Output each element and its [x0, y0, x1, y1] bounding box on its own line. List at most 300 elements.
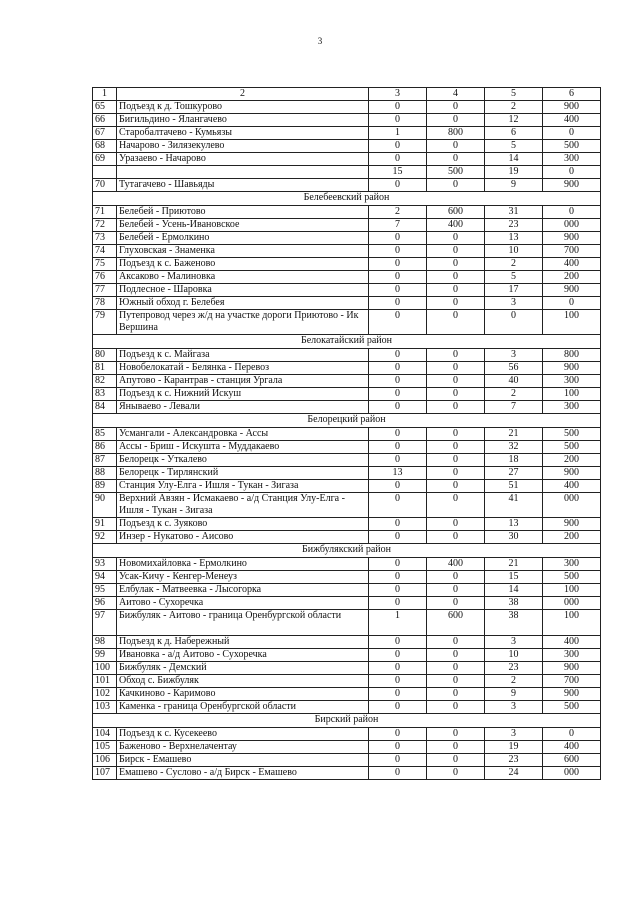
district-section-row [93, 544, 601, 558]
table-row [93, 101, 601, 114]
value-cell-4: 0 [427, 728, 485, 741]
table-row [93, 114, 601, 127]
road-name-cell: Тутагачево - Шавьяды [117, 179, 369, 192]
value-cell-6: 800 [543, 349, 601, 362]
row-number-cell: 87 [93, 454, 117, 467]
road-name-cell: Усак-Кичу - Кенгер-Менеуз [117, 571, 369, 584]
value-cell-3: 0 [369, 428, 427, 441]
value-cell-6: 0 [543, 728, 601, 741]
road-name-cell: Бижбуляк - Аитово - граница Оренбургской области [117, 610, 369, 636]
table-row [93, 166, 601, 179]
value-cell-4: 0 [427, 675, 485, 688]
value-cell-3: 0 [369, 153, 427, 166]
district-title: Белебеевский район [93, 192, 601, 206]
road-name-cell: Белебей - Усень-Ивановское [117, 219, 369, 232]
value-cell-6: 100 [543, 610, 601, 636]
roads-table [92, 87, 601, 780]
district-title: Бижбулякский район [93, 544, 601, 558]
row-number-cell: 78 [93, 297, 117, 310]
table-row [93, 441, 601, 454]
value-cell-5: 38 [485, 610, 543, 636]
value-cell-6: 900 [543, 101, 601, 114]
table-row [93, 754, 601, 767]
value-cell-4: 0 [427, 493, 485, 518]
table-row [93, 219, 601, 232]
value-cell-3: 0 [369, 245, 427, 258]
value-cell-3: 0 [369, 675, 427, 688]
row-number-cell: 82 [93, 375, 117, 388]
table-row [93, 179, 601, 192]
value-cell-6: 900 [543, 362, 601, 375]
value-cell-6: 900 [543, 518, 601, 531]
road-name-cell: Новобелокатай - Белянка - Перевоз [117, 362, 369, 375]
table-row [93, 662, 601, 675]
value-cell-4: 0 [427, 518, 485, 531]
row-number-cell: 96 [93, 597, 117, 610]
value-cell-4: 0 [427, 428, 485, 441]
value-cell-6: 500 [543, 701, 601, 714]
value-cell-4: 0 [427, 688, 485, 701]
value-cell-4: 0 [427, 662, 485, 675]
value-cell-3: 0 [369, 441, 427, 454]
value-cell-5: 6 [485, 127, 543, 140]
value-cell-5: 56 [485, 362, 543, 375]
row-number-cell: 99 [93, 649, 117, 662]
value-cell-5: 21 [485, 428, 543, 441]
value-cell-3: 0 [369, 649, 427, 662]
table-row [93, 388, 601, 401]
table-row [93, 271, 601, 284]
value-cell-3: 0 [369, 375, 427, 388]
value-cell-6: 900 [543, 688, 601, 701]
table-row [93, 401, 601, 414]
value-cell-6: 900 [543, 232, 601, 245]
value-cell-6: 500 [543, 140, 601, 153]
value-cell-3: 2 [369, 206, 427, 219]
value-cell-5: 14 [485, 153, 543, 166]
value-cell-6: 100 [543, 310, 601, 335]
value-cell-4: 0 [427, 649, 485, 662]
value-cell-5: 7 [485, 401, 543, 414]
value-cell-6: 900 [543, 662, 601, 675]
value-cell-3: 0 [369, 401, 427, 414]
row-number-cell: 65 [93, 101, 117, 114]
value-cell-4: 0 [427, 114, 485, 127]
table-row [93, 558, 601, 571]
value-cell-5: 2 [485, 388, 543, 401]
page-number: 3 [317, 36, 323, 46]
value-cell-3: 0 [369, 701, 427, 714]
table-row [93, 597, 601, 610]
value-cell-6: 500 [543, 441, 601, 454]
value-cell-5: 38 [485, 597, 543, 610]
value-cell-5: 17 [485, 284, 543, 297]
value-cell-6: 900 [543, 179, 601, 192]
value-cell-4: 0 [427, 454, 485, 467]
road-name-cell: Аитово - Сухоречка [117, 597, 369, 610]
row-number-cell: 86 [93, 441, 117, 454]
road-name-cell: Ивановка - а/д Аитово - Сухоречка [117, 649, 369, 662]
value-cell-4: 0 [427, 232, 485, 245]
road-name-cell: Инзер - Нукатово - Аисово [117, 531, 369, 544]
value-cell-6: 300 [543, 401, 601, 414]
value-cell-3: 0 [369, 597, 427, 610]
value-cell-5: 3 [485, 728, 543, 741]
table-row [93, 232, 601, 245]
row-number-cell: 81 [93, 362, 117, 375]
value-cell-6: 000 [543, 597, 601, 610]
value-cell-4: 0 [427, 401, 485, 414]
value-cell-5: 51 [485, 480, 543, 493]
road-name-cell: Емашево - Суслово - а/д Бирск - Емашево [117, 767, 369, 780]
road-name-cell: Станция Улу-Елга - Ишля - Тукан - Зигаза [117, 480, 369, 493]
value-cell-3: 0 [369, 140, 427, 153]
value-cell-4: 0 [427, 140, 485, 153]
header-cell-3: 3 [369, 88, 427, 101]
row-number-cell: 85 [93, 428, 117, 441]
value-cell-3: 0 [369, 741, 427, 754]
row-number-cell: 89 [93, 480, 117, 493]
row-number-cell: 91 [93, 518, 117, 531]
road-name-cell: Ассы - Бриш - Искушта - Муддакаево [117, 441, 369, 454]
table-row [93, 767, 601, 780]
road-name-cell: Обход с. Бижбуляк [117, 675, 369, 688]
row-number-cell: 102 [93, 688, 117, 701]
value-cell-5: 32 [485, 441, 543, 454]
value-cell-5: 0 [485, 310, 543, 335]
table-row [93, 480, 601, 493]
row-number-cell: 98 [93, 636, 117, 649]
value-cell-5: 3 [485, 701, 543, 714]
value-cell-3: 0 [369, 454, 427, 467]
district-section-row [93, 714, 601, 728]
value-cell-6: 0 [543, 206, 601, 219]
value-cell-4: 0 [427, 701, 485, 714]
value-cell-4: 0 [427, 754, 485, 767]
value-cell-5: 15 [485, 571, 543, 584]
row-number-cell: 79 [93, 310, 117, 335]
value-cell-5: 40 [485, 375, 543, 388]
table-row [93, 206, 601, 219]
value-cell-3: 0 [369, 101, 427, 114]
road-name-cell: Новомихайловка - Ермолкино [117, 558, 369, 571]
value-cell-6: 300 [543, 558, 601, 571]
table-row [93, 467, 601, 480]
row-number-cell: 77 [93, 284, 117, 297]
row-number-cell: 75 [93, 258, 117, 271]
row-number-cell: 100 [93, 662, 117, 675]
header-cell-5: 5 [485, 88, 543, 101]
value-cell-4: 0 [427, 531, 485, 544]
value-cell-3: 7 [369, 219, 427, 232]
row-number-cell: 76 [93, 271, 117, 284]
table-row [93, 493, 601, 518]
value-cell-6: 300 [543, 649, 601, 662]
value-cell-4: 0 [427, 101, 485, 114]
row-number-cell: 90 [93, 493, 117, 518]
table-row [93, 728, 601, 741]
road-name-cell: Подъезд к д. Набережный [117, 636, 369, 649]
value-cell-4: 500 [427, 166, 485, 179]
value-cell-6: 500 [543, 428, 601, 441]
table-row [93, 741, 601, 754]
header-cell-4: 4 [427, 88, 485, 101]
value-cell-5: 30 [485, 531, 543, 544]
value-cell-4: 0 [427, 310, 485, 335]
value-cell-4: 0 [427, 388, 485, 401]
row-number-cell: 104 [93, 728, 117, 741]
value-cell-4: 0 [427, 153, 485, 166]
row-number-cell: 66 [93, 114, 117, 127]
value-cell-6: 200 [543, 271, 601, 284]
table-row [93, 140, 601, 153]
road-name-cell: Белорецк - Тирлянский [117, 467, 369, 480]
road-name-cell: Верхний Авзян - Исмакаево - а/д Станция Улу-Елга - Ишля - Тукан - Зигаза [117, 493, 369, 518]
value-cell-6: 000 [543, 767, 601, 780]
value-cell-4: 0 [427, 480, 485, 493]
road-name-cell: Белебей - Приютово [117, 206, 369, 219]
value-cell-4: 0 [427, 584, 485, 597]
value-cell-5: 24 [485, 767, 543, 780]
row-number-cell: 105 [93, 741, 117, 754]
district-title: Белорецкий район [93, 414, 601, 428]
road-name-cell: Подъезд к с. Майгаза [117, 349, 369, 362]
value-cell-3: 0 [369, 688, 427, 701]
road-name-cell: Старобалтачево - Кумьязы [117, 127, 369, 140]
row-number-cell: 103 [93, 701, 117, 714]
value-cell-5: 9 [485, 179, 543, 192]
table-row [93, 310, 601, 335]
row-number-cell: 88 [93, 467, 117, 480]
district-title: Бирский район [93, 714, 601, 728]
road-name-cell: Подъезд к с. Нижний Искуш [117, 388, 369, 401]
table-row [93, 375, 601, 388]
value-cell-6: 000 [543, 219, 601, 232]
value-cell-5: 3 [485, 636, 543, 649]
value-cell-6: 400 [543, 114, 601, 127]
road-name-cell: Баженово - Верхнелачентау [117, 741, 369, 754]
header-cell-2: 2 [117, 88, 369, 101]
value-cell-5: 10 [485, 649, 543, 662]
value-cell-3: 0 [369, 518, 427, 531]
value-cell-4: 0 [427, 441, 485, 454]
value-cell-6: 700 [543, 675, 601, 688]
road-name-cell: Путепровод через ж/д на участке дороги Приютово - Ик Вершина [117, 310, 369, 335]
road-name-cell: Подъезд к с. Кусекеево [117, 728, 369, 741]
table-row [93, 428, 601, 441]
value-cell-4: 0 [427, 767, 485, 780]
value-cell-6: 200 [543, 531, 601, 544]
road-name-cell: Каменка - граница Оренбургской области [117, 701, 369, 714]
value-cell-3: 0 [369, 493, 427, 518]
road-name-cell: Аксаково - Малиновка [117, 271, 369, 284]
value-cell-3: 0 [369, 114, 427, 127]
value-cell-6: 000 [543, 493, 601, 518]
district-section-row [93, 192, 601, 206]
road-name-cell: Апутово - Карантрав - станция Ургала [117, 375, 369, 388]
row-number-cell: 101 [93, 675, 117, 688]
table-row [93, 571, 601, 584]
value-cell-5: 12 [485, 114, 543, 127]
value-cell-3: 0 [369, 362, 427, 375]
value-cell-3: 0 [369, 271, 427, 284]
road-name-cell: Елбулак - Матвеевка - Лысогорка [117, 584, 369, 597]
road-name-cell: Белебей - Ермолкино [117, 232, 369, 245]
value-cell-5: 9 [485, 688, 543, 701]
row-number-cell: 80 [93, 349, 117, 362]
road-name-cell: Уразаево - Начарово [117, 153, 369, 166]
value-cell-5: 5 [485, 271, 543, 284]
value-cell-5: 21 [485, 558, 543, 571]
value-cell-3: 1 [369, 610, 427, 636]
value-cell-6: 700 [543, 245, 601, 258]
value-cell-4: 0 [427, 467, 485, 480]
value-cell-3: 15 [369, 166, 427, 179]
value-cell-4: 0 [427, 271, 485, 284]
value-cell-3: 13 [369, 467, 427, 480]
value-cell-5: 31 [485, 206, 543, 219]
row-number-cell [93, 166, 117, 179]
road-name-cell: Бигильдино - Ялангачево [117, 114, 369, 127]
value-cell-4: 0 [427, 375, 485, 388]
value-cell-3: 0 [369, 179, 427, 192]
table-row [93, 258, 601, 271]
value-cell-3: 0 [369, 480, 427, 493]
value-cell-6: 300 [543, 153, 601, 166]
road-name-cell: Подъезд к с. Баженово [117, 258, 369, 271]
value-cell-4: 0 [427, 245, 485, 258]
value-cell-6: 400 [543, 480, 601, 493]
table-row [93, 245, 601, 258]
road-name-cell: Бижбуляк - Демский [117, 662, 369, 675]
table-row [93, 584, 601, 597]
value-cell-3: 0 [369, 297, 427, 310]
road-name-cell: Подъезд к д. Тошкурово [117, 101, 369, 114]
value-cell-3: 0 [369, 728, 427, 741]
value-cell-6: 400 [543, 636, 601, 649]
district-section-row [93, 335, 601, 349]
table-header-row [93, 88, 601, 101]
row-number-cell: 73 [93, 232, 117, 245]
district-section-row [93, 414, 601, 428]
road-name-cell: Янывaeво - Левали [117, 401, 369, 414]
value-cell-4: 0 [427, 284, 485, 297]
value-cell-5: 3 [485, 297, 543, 310]
value-cell-5: 3 [485, 349, 543, 362]
value-cell-5: 14 [485, 584, 543, 597]
value-cell-6: 600 [543, 754, 601, 767]
value-cell-3: 0 [369, 258, 427, 271]
value-cell-3: 1 [369, 127, 427, 140]
value-cell-6: 0 [543, 166, 601, 179]
value-cell-5: 13 [485, 232, 543, 245]
value-cell-5: 18 [485, 454, 543, 467]
value-cell-5: 19 [485, 741, 543, 754]
value-cell-6: 0 [543, 297, 601, 310]
value-cell-6: 400 [543, 258, 601, 271]
road-name-cell: Качкиново - Каримово [117, 688, 369, 701]
row-number-cell: 92 [93, 531, 117, 544]
row-number-cell: 70 [93, 179, 117, 192]
value-cell-4: 0 [427, 597, 485, 610]
value-cell-4: 0 [427, 258, 485, 271]
road-name-cell: Усмангали - Александровка - Ассы [117, 428, 369, 441]
value-cell-4: 0 [427, 636, 485, 649]
value-cell-6: 500 [543, 571, 601, 584]
value-cell-4: 400 [427, 219, 485, 232]
value-cell-4: 0 [427, 297, 485, 310]
value-cell-3: 0 [369, 767, 427, 780]
value-cell-5: 2 [485, 675, 543, 688]
road-name-cell: Подлесное - Шаровка [117, 284, 369, 297]
value-cell-6: 900 [543, 284, 601, 297]
value-cell-3: 0 [369, 558, 427, 571]
value-cell-5: 23 [485, 662, 543, 675]
value-cell-3: 0 [369, 388, 427, 401]
value-cell-5: 13 [485, 518, 543, 531]
value-cell-4: 600 [427, 610, 485, 636]
value-cell-4: 0 [427, 571, 485, 584]
district-title: Белокатайский район [93, 335, 601, 349]
value-cell-4: 0 [427, 362, 485, 375]
value-cell-5: 5 [485, 140, 543, 153]
table-row [93, 349, 601, 362]
table-row [93, 649, 601, 662]
value-cell-6: 100 [543, 584, 601, 597]
table-row [93, 701, 601, 714]
value-cell-5: 10 [485, 245, 543, 258]
value-cell-3: 0 [369, 531, 427, 544]
road-name-cell [117, 166, 369, 179]
value-cell-3: 0 [369, 349, 427, 362]
value-cell-3: 0 [369, 284, 427, 297]
row-number-cell: 84 [93, 401, 117, 414]
table-row [93, 531, 601, 544]
value-cell-3: 0 [369, 310, 427, 335]
value-cell-4: 0 [427, 349, 485, 362]
row-number-cell: 106 [93, 754, 117, 767]
road-name-cell: Начарово - Зилязекулево [117, 140, 369, 153]
value-cell-3: 0 [369, 754, 427, 767]
value-cell-4: 400 [427, 558, 485, 571]
road-name-cell: Подъезд к с. Зуяково [117, 518, 369, 531]
value-cell-3: 0 [369, 584, 427, 597]
row-number-cell: 93 [93, 558, 117, 571]
row-number-cell: 72 [93, 219, 117, 232]
value-cell-5: 27 [485, 467, 543, 480]
table-row [93, 454, 601, 467]
value-cell-5: 19 [485, 166, 543, 179]
value-cell-5: 2 [485, 258, 543, 271]
table-row [93, 675, 601, 688]
table-row [93, 284, 601, 297]
value-cell-4: 0 [427, 179, 485, 192]
table-row [93, 688, 601, 701]
value-cell-6: 200 [543, 454, 601, 467]
row-number-cell: 83 [93, 388, 117, 401]
row-number-cell: 68 [93, 140, 117, 153]
row-number-cell: 94 [93, 571, 117, 584]
table-row [93, 636, 601, 649]
value-cell-4: 600 [427, 206, 485, 219]
table-row [93, 610, 601, 636]
value-cell-3: 0 [369, 636, 427, 649]
value-cell-5: 23 [485, 754, 543, 767]
value-cell-5: 2 [485, 101, 543, 114]
row-number-cell: 67 [93, 127, 117, 140]
value-cell-4: 0 [427, 741, 485, 754]
value-cell-4: 800 [427, 127, 485, 140]
